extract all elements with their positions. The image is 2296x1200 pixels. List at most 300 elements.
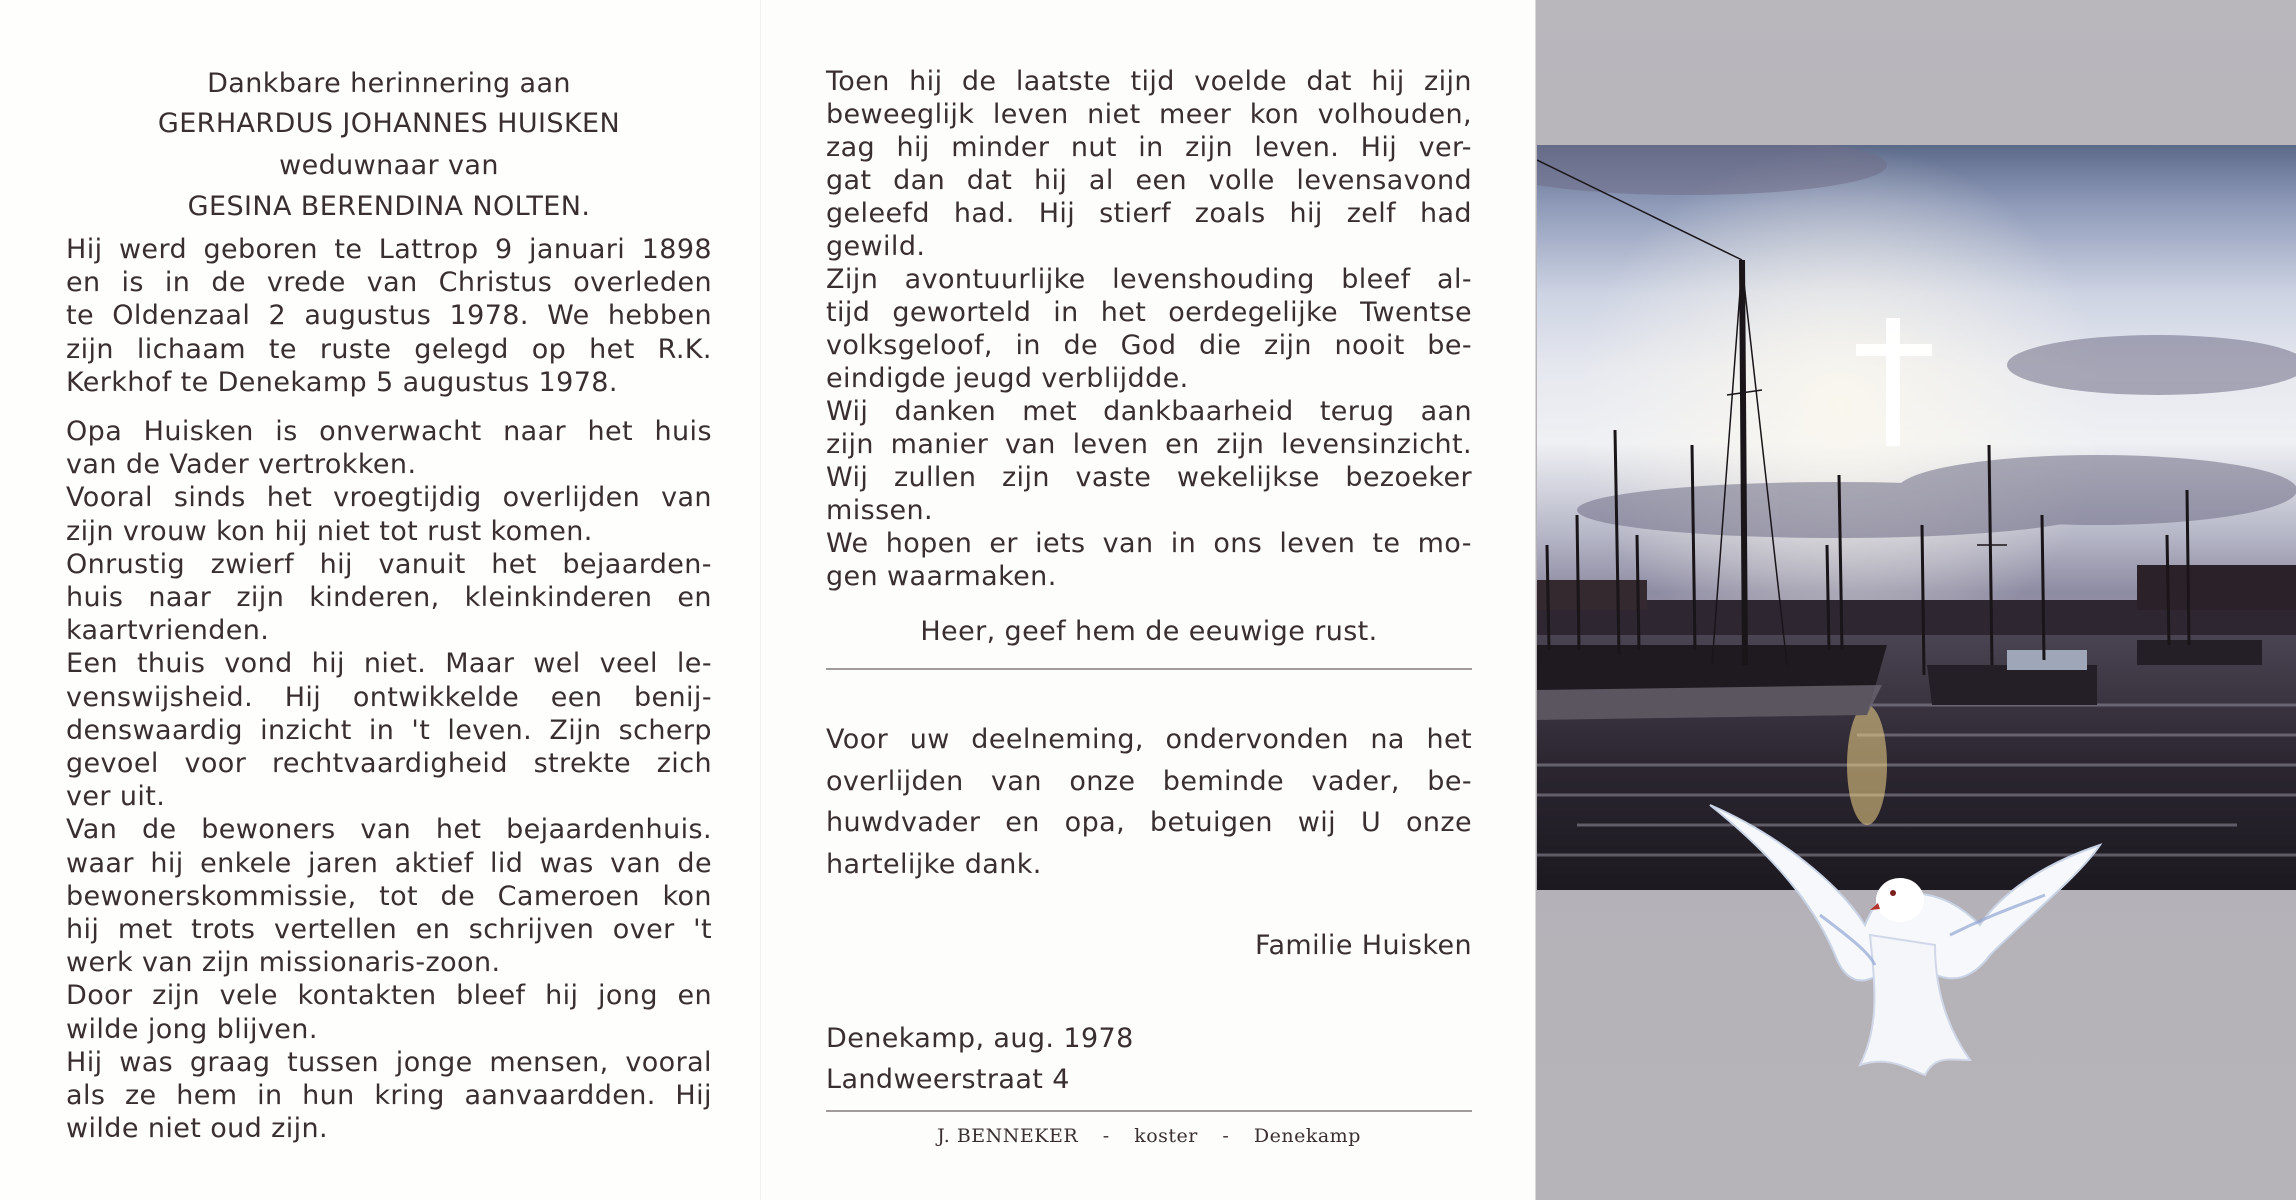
word: Maar <box>445 648 515 680</box>
text-line: ver uit. <box>66 781 166 813</box>
word: dankbaarheid <box>1103 396 1294 427</box>
word: zijn <box>1264 330 1312 361</box>
word: betuigen <box>1149 807 1273 838</box>
text-line <box>826 429 1472 461</box>
word: Zijn <box>826 264 879 295</box>
prayer-line: Heer, geef hem de eeuwige rust. <box>920 616 1378 647</box>
word: het <box>266 482 313 514</box>
word: voor <box>184 748 247 779</box>
word: zwierf <box>210 548 295 580</box>
printer-place: Denekamp <box>1253 1125 1361 1147</box>
text-line <box>66 582 712 614</box>
word: op <box>531 333 567 365</box>
word: 't <box>411 714 431 746</box>
text-line <box>826 396 1472 428</box>
middle-panel <box>760 0 1536 1200</box>
word: was <box>539 847 594 879</box>
text-line <box>66 748 712 780</box>
word: dat <box>1306 66 1352 97</box>
word: van <box>991 765 1042 797</box>
word: veel <box>599 648 658 680</box>
text-line: Kerkhof te Denekamp 5 augustus 1978. <box>66 366 618 398</box>
word: aanvaardden. <box>464 1080 656 1111</box>
word: thuis <box>136 648 206 680</box>
word: sinds <box>173 482 246 514</box>
word: het <box>1426 724 1472 755</box>
word: meer <box>1159 99 1232 130</box>
word: mensen, <box>489 1046 609 1078</box>
cross-icon <box>1856 318 1932 446</box>
word: gevoel <box>66 748 159 779</box>
word: be- <box>1427 330 1472 361</box>
text-line <box>826 528 1472 560</box>
word: venswijsheid. <box>66 681 254 713</box>
word: Zijn <box>549 714 602 746</box>
word: er <box>989 528 1018 559</box>
word: van <box>610 847 661 879</box>
deceased-name: GERHARDUS JOHANNES HUISKEN <box>157 108 621 139</box>
word: met <box>1022 396 1077 427</box>
word: tijd <box>1130 66 1175 97</box>
word: oerdegelijke <box>1168 297 1339 328</box>
warehouse <box>2137 565 2296 610</box>
text-line <box>826 297 1472 329</box>
divider-top <box>826 668 1472 670</box>
word: niet <box>1087 99 1141 130</box>
text-line <box>66 648 712 680</box>
word: de <box>1063 330 1099 361</box>
text-line <box>66 881 712 913</box>
word: bewonerskommissie, <box>66 880 357 912</box>
word: Lattrop <box>378 234 479 265</box>
word: met <box>117 914 173 945</box>
word: van <box>661 482 712 514</box>
word: over <box>612 914 675 945</box>
word: denswaardig <box>66 714 243 746</box>
word: tijd <box>826 297 871 328</box>
word: in <box>368 714 395 746</box>
text-line <box>826 462 1472 494</box>
word: vertellen <box>273 914 398 945</box>
text-line <box>826 132 1472 164</box>
word: volhouden, <box>1317 99 1472 130</box>
word: lid <box>490 847 524 879</box>
text-line <box>66 814 712 846</box>
boat-cabin <box>2007 650 2087 670</box>
word: 1978. <box>449 300 529 332</box>
word: kontakten <box>297 980 437 1012</box>
word: kon <box>662 880 712 912</box>
text-line <box>66 416 712 448</box>
text-line: werk van zijn missionaris-zoon. <box>66 947 501 979</box>
word: geworteld <box>892 297 1032 328</box>
text-line <box>826 66 1472 98</box>
word: in <box>257 1080 283 1111</box>
word: 1898 <box>641 234 712 265</box>
word: voelde <box>1194 66 1288 97</box>
word: wel <box>533 648 581 680</box>
word: onverwacht <box>319 416 482 447</box>
word: rechtvaardigheid <box>271 748 508 779</box>
word: was <box>119 1046 174 1078</box>
text-line <box>826 99 1472 131</box>
word: Wij <box>826 462 869 493</box>
word: ondervonden <box>1165 724 1349 755</box>
word: be- <box>1427 765 1472 797</box>
word: danken <box>894 396 997 427</box>
word: had. <box>953 198 1015 229</box>
word: bleef <box>1341 264 1411 295</box>
word: bejaarden- <box>562 548 712 580</box>
text-line <box>66 914 712 946</box>
word: Voor <box>826 724 889 755</box>
word: zullen <box>893 462 977 493</box>
word: deelneming, <box>971 724 1144 755</box>
text-line <box>66 1080 712 1112</box>
word: dan <box>893 165 946 196</box>
word: in <box>1138 132 1164 163</box>
building <box>1537 580 1647 610</box>
word: de <box>961 66 997 97</box>
word: van <box>1102 528 1154 559</box>
word: huis <box>654 416 712 447</box>
printer-credit <box>826 1120 1472 1152</box>
word: jaren <box>308 847 379 879</box>
word: augustus <box>304 300 432 332</box>
word: Toen <box>826 66 890 97</box>
word: vanuit <box>378 548 466 580</box>
word: zich <box>656 748 712 779</box>
word: zijn <box>152 980 201 1012</box>
word: hebben <box>607 300 712 332</box>
word: leven <box>1279 528 1356 559</box>
text-line <box>66 682 712 714</box>
word: ruste <box>319 333 392 365</box>
word: bleef <box>456 980 526 1012</box>
word: leven. <box>1254 132 1340 163</box>
word: manier <box>890 429 989 460</box>
word: ontwikkelde <box>352 681 520 713</box>
harbour-scene <box>1537 145 2296 890</box>
word: Cameroen <box>497 880 640 912</box>
word: hij <box>66 914 100 945</box>
word: te <box>334 234 363 265</box>
word: te <box>268 333 297 365</box>
word: vrede <box>266 267 346 299</box>
text-line <box>66 549 712 581</box>
word: waar <box>66 847 134 879</box>
word: zijn <box>1001 462 1050 493</box>
printer-role: koster <box>1134 1125 1198 1147</box>
printer-separator: - <box>1222 1125 1230 1147</box>
word: leven. <box>447 714 533 746</box>
word: Een <box>66 648 118 680</box>
word: in <box>164 267 191 299</box>
header-intro: Dankbare herinnering aan <box>207 68 571 99</box>
word: Hij <box>66 234 103 265</box>
word: hij <box>545 980 579 1012</box>
word: lichaam <box>136 333 246 365</box>
word: aan <box>1420 396 1472 427</box>
word: ver- <box>1418 132 1472 163</box>
word: Christus <box>438 267 553 299</box>
word: hij <box>311 648 345 680</box>
text-line: kaartvrienden. <box>66 615 270 647</box>
word: tot <box>379 880 419 912</box>
text-line <box>66 267 712 299</box>
word: Hij <box>1360 132 1398 163</box>
word: Hij <box>66 1046 103 1078</box>
word: kleinkinderen <box>464 582 653 613</box>
address: Landweerstraat 4 <box>826 1064 1070 1095</box>
text-line: gewild. <box>826 231 926 262</box>
word: U <box>1360 807 1382 838</box>
word: in <box>1015 330 1041 361</box>
word: een <box>550 681 603 713</box>
word: te <box>1372 528 1401 559</box>
word: en <box>1005 807 1040 838</box>
word: en <box>677 582 712 613</box>
word: vond <box>224 648 293 680</box>
word: in <box>1170 528 1197 559</box>
word: is <box>121 267 144 299</box>
word: avontuurlijke <box>904 264 1086 295</box>
word: hij <box>1033 165 1068 196</box>
word: de <box>677 847 712 879</box>
word: kon <box>1249 99 1300 130</box>
word: benij- <box>633 681 712 713</box>
word: van <box>366 267 418 299</box>
text-line <box>826 165 1472 197</box>
word: Van <box>66 814 118 846</box>
word: 't <box>693 914 712 945</box>
text-line <box>66 482 712 514</box>
word: levenshouding <box>1112 264 1315 295</box>
word: het <box>491 548 537 580</box>
word: naar <box>148 582 212 613</box>
word: Door <box>66 980 133 1012</box>
word: R.K. <box>657 333 712 365</box>
text-line <box>66 980 712 1012</box>
word: het <box>589 333 635 365</box>
word: 2 <box>268 300 287 332</box>
text-line <box>66 1047 712 1079</box>
word: de <box>141 814 177 846</box>
word: minder <box>951 132 1050 163</box>
text-line <box>66 234 712 266</box>
text-line: zijn vrouw kon hij niet tot rust komen. <box>66 515 593 547</box>
word: ze <box>124 1080 157 1111</box>
word: hij <box>1371 66 1405 97</box>
printer-separator: - <box>1102 1125 1110 1147</box>
word: nooit <box>1334 330 1405 361</box>
text-line <box>826 724 1472 756</box>
word: de <box>211 267 246 299</box>
word: huis <box>66 582 124 613</box>
left-panel <box>0 0 760 1200</box>
word: zijn <box>236 582 285 613</box>
word: van <box>360 814 412 846</box>
word: aktief <box>394 847 474 879</box>
text-line <box>66 334 712 366</box>
word: en <box>677 980 712 1012</box>
word: terug <box>1319 396 1395 427</box>
text-line <box>66 300 712 332</box>
boat-medium <box>1927 665 2097 705</box>
word: strekte <box>533 748 631 779</box>
word: naar <box>503 416 567 447</box>
word: Hij <box>1038 198 1076 229</box>
text-line <box>826 198 1472 230</box>
text-line: gen waarmaken. <box>826 561 1057 592</box>
word: zijn <box>1424 66 1472 97</box>
word: overleden <box>573 267 712 299</box>
word: beweeglijk <box>826 99 975 130</box>
word: in <box>1053 297 1079 328</box>
text-line: hartelijke dank. <box>826 848 1042 880</box>
word: leven <box>992 99 1069 130</box>
boat-small <box>2137 640 2262 665</box>
word: zijn <box>1185 132 1233 163</box>
text-line <box>66 715 712 747</box>
word: levensinzicht. <box>1281 429 1472 460</box>
boat-hull <box>1537 685 1882 720</box>
word: iets <box>1035 528 1086 559</box>
word: een <box>1135 165 1187 196</box>
word: te <box>66 300 94 332</box>
word: wij <box>1297 807 1337 838</box>
word: bezoeker <box>1345 462 1472 493</box>
word: Vooral <box>66 482 153 514</box>
word: le- <box>676 648 712 680</box>
word: uw <box>909 724 950 755</box>
word: nut <box>1070 132 1117 163</box>
word: inzicht <box>260 714 352 746</box>
word: stierf <box>1099 198 1171 229</box>
word: hij <box>1289 198 1323 229</box>
text-line <box>66 848 712 880</box>
word: januari <box>528 234 626 265</box>
word: opa, <box>1064 807 1126 838</box>
word: vooral <box>625 1046 712 1078</box>
word: vaste <box>1075 462 1152 493</box>
word: bejaardenhuis. <box>506 814 712 846</box>
word: trots <box>191 914 256 945</box>
word: 9 <box>494 234 513 265</box>
word: scherp <box>618 714 712 746</box>
word: niet. <box>363 648 427 680</box>
word: jonge <box>395 1046 473 1078</box>
word: de <box>440 880 476 912</box>
word: geleefd <box>826 198 930 229</box>
word: van <box>1004 429 1056 460</box>
word: bewoners <box>201 814 336 846</box>
word: als <box>66 1080 106 1111</box>
word: die <box>1198 330 1242 361</box>
word: overlijden <box>826 765 964 797</box>
word: hij <box>909 66 943 97</box>
word: hopen <box>885 528 973 559</box>
word: Hij <box>284 681 322 713</box>
word: mo- <box>1417 528 1472 559</box>
text-line: missen. <box>826 495 934 526</box>
text-line <box>826 264 1472 296</box>
word: al- <box>1437 264 1472 295</box>
word: hij <box>150 847 184 879</box>
word: Oldenzaal <box>112 300 251 332</box>
word: geboren <box>203 234 318 265</box>
word: volksgeloof, <box>826 330 993 361</box>
word: zijn <box>66 333 114 365</box>
word: dat <box>966 165 1013 196</box>
word: vele <box>219 980 278 1012</box>
word: hij <box>896 132 930 163</box>
word: tussen <box>287 1046 380 1078</box>
word: gat <box>826 165 872 196</box>
word: We <box>547 300 590 332</box>
word: laatste <box>1015 66 1112 97</box>
dove-icon <box>1700 785 2110 1085</box>
printer-name: J. BENNEKER <box>937 1125 1079 1147</box>
word: graag <box>189 1046 271 1078</box>
word: en <box>1165 429 1200 460</box>
word: Hij <box>675 1080 712 1111</box>
word: het <box>435 814 482 846</box>
word: levensavond <box>1296 165 1472 196</box>
word: volle <box>1208 165 1275 196</box>
word: had <box>1419 198 1472 229</box>
word: leven <box>1072 429 1149 460</box>
word: Wij <box>826 396 869 427</box>
word: zag <box>826 132 876 163</box>
word: overlijden <box>502 482 641 514</box>
word: beminde <box>1162 765 1285 797</box>
word: kring <box>374 1080 445 1111</box>
word: zijn <box>1216 429 1265 460</box>
text-line <box>826 330 1472 362</box>
word: schrijven <box>468 914 595 945</box>
word: is <box>275 416 298 447</box>
word: kinderen, <box>309 582 440 613</box>
divider-bottom <box>826 1110 1472 1112</box>
word: We <box>826 528 869 559</box>
word: hem <box>176 1080 238 1111</box>
word: hij <box>319 548 353 580</box>
word: en <box>66 267 101 299</box>
word: Onrustig <box>66 548 186 580</box>
text-line: wilde niet oud zijn. <box>66 1113 329 1145</box>
word: vader, <box>1311 765 1400 797</box>
word: jong <box>597 980 658 1012</box>
harbour-photo <box>1537 145 2296 890</box>
word: God <box>1120 330 1177 361</box>
text-line: van de Vader vertrokken. <box>66 449 417 481</box>
text-line <box>826 766 1472 798</box>
word: na <box>1370 724 1405 755</box>
word: onze <box>1069 765 1136 797</box>
header-widower: weduwnaar van <box>279 150 499 181</box>
word: werd <box>118 234 188 265</box>
word: en <box>415 914 451 945</box>
word: onze <box>1405 807 1472 838</box>
word: het <box>587 416 634 447</box>
text-line: wilde jong blijven. <box>66 1013 318 1045</box>
word: al <box>1088 165 1114 196</box>
word: het <box>1100 297 1147 328</box>
word: zelf <box>1346 198 1397 229</box>
word: Huisken <box>143 416 254 447</box>
word: hun <box>302 1080 355 1111</box>
